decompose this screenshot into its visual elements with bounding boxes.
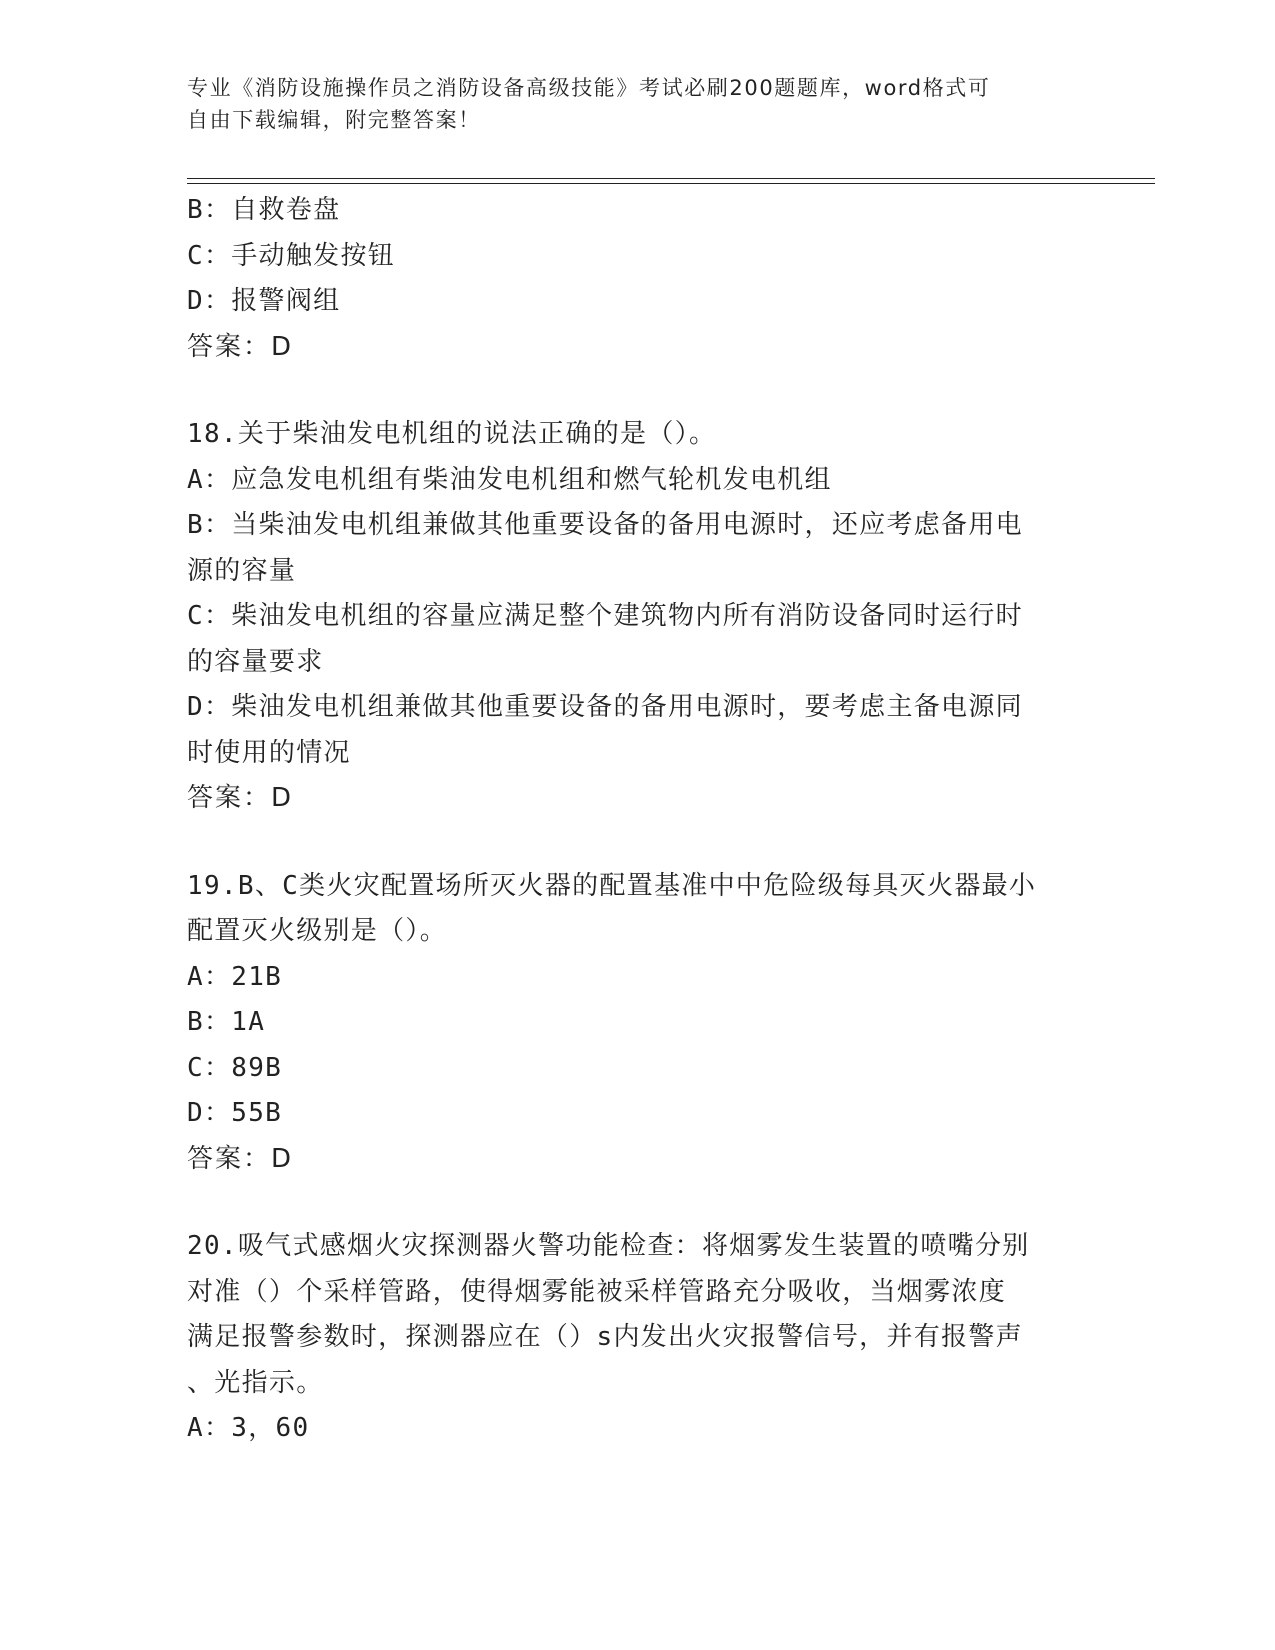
option-d: D：55B xyxy=(187,1098,283,1128)
header-rule-top xyxy=(187,178,1155,179)
question-stem: 20.吸气式感烟火灾探测器火警功能检查：将烟雾发生装置的喷嘴分别 xyxy=(187,1231,1030,1261)
question-17 xyxy=(187,188,1087,370)
option-b-continued: 源的容量 xyxy=(187,555,297,586)
question-stem: 19.B、C类火灾配置场所灭火器的配置基准中中危险级每具灭火器最小 xyxy=(187,870,1037,901)
document-header xyxy=(187,72,1087,136)
question-list xyxy=(187,188,1087,1452)
answer-line: 答案：D xyxy=(187,1143,294,1174)
header-title-line-1: 专业《消防设施操作员之消防设备高级技能》考试必刷200题题库，word格式可 xyxy=(187,76,991,100)
option-b: B：1A xyxy=(187,1007,266,1037)
option-a: A：应急发电机组有柴油发电机组和燃气轮机发电机组 xyxy=(187,464,832,495)
option-d: D：柴油发电机组兼做其他重要设备的备用电源时，要考虑主备电源同 xyxy=(187,692,1023,722)
option-a: A：21B xyxy=(187,961,283,992)
option-d: D：报警阀组 xyxy=(187,286,341,316)
option-b: B：自救卷盘 xyxy=(187,195,341,225)
header-title-line-2: 自由下载编辑，附完整答案！ xyxy=(187,108,481,132)
option-c: C：89B xyxy=(187,1052,283,1083)
question-stem-continued: 满足报警参数时，探测器应在（）s内发出火灾报警信号，并有报警声 xyxy=(187,1322,1023,1352)
option-b: B：当柴油发电机组兼做其他重要设备的备用电源时，还应考虑备用电 xyxy=(187,510,1023,540)
option-a: A：3，60 xyxy=(187,1413,310,1443)
question-18 xyxy=(187,412,1087,822)
question-20 xyxy=(187,1224,1087,1452)
option-c-continued: 的容量要求 xyxy=(187,646,324,677)
question-stem-continued: 对准（）个采样管路，使得烟雾能被采样管路充分吸收，当烟雾浓度 xyxy=(187,1276,1007,1307)
question-stem-continued: 配置灭火级别是（）。 xyxy=(187,916,448,946)
option-c: C：手动触发按钮 xyxy=(187,240,396,271)
question-stem-continued: 、光指示。 xyxy=(187,1367,324,1398)
option-c: C：柴油发电机组的容量应满足整个建筑物内所有消防设备同时运行时 xyxy=(187,601,1023,631)
answer-line: 答案：D xyxy=(187,783,294,813)
question-stem: 18.关于柴油发电机组的说法正确的是（）。 xyxy=(187,419,717,449)
answer-line: 答案：D xyxy=(187,331,294,362)
header-rule-bottom xyxy=(187,183,1155,184)
option-d-continued: 时使用的情况 xyxy=(187,737,351,768)
question-19 xyxy=(187,864,1087,1183)
